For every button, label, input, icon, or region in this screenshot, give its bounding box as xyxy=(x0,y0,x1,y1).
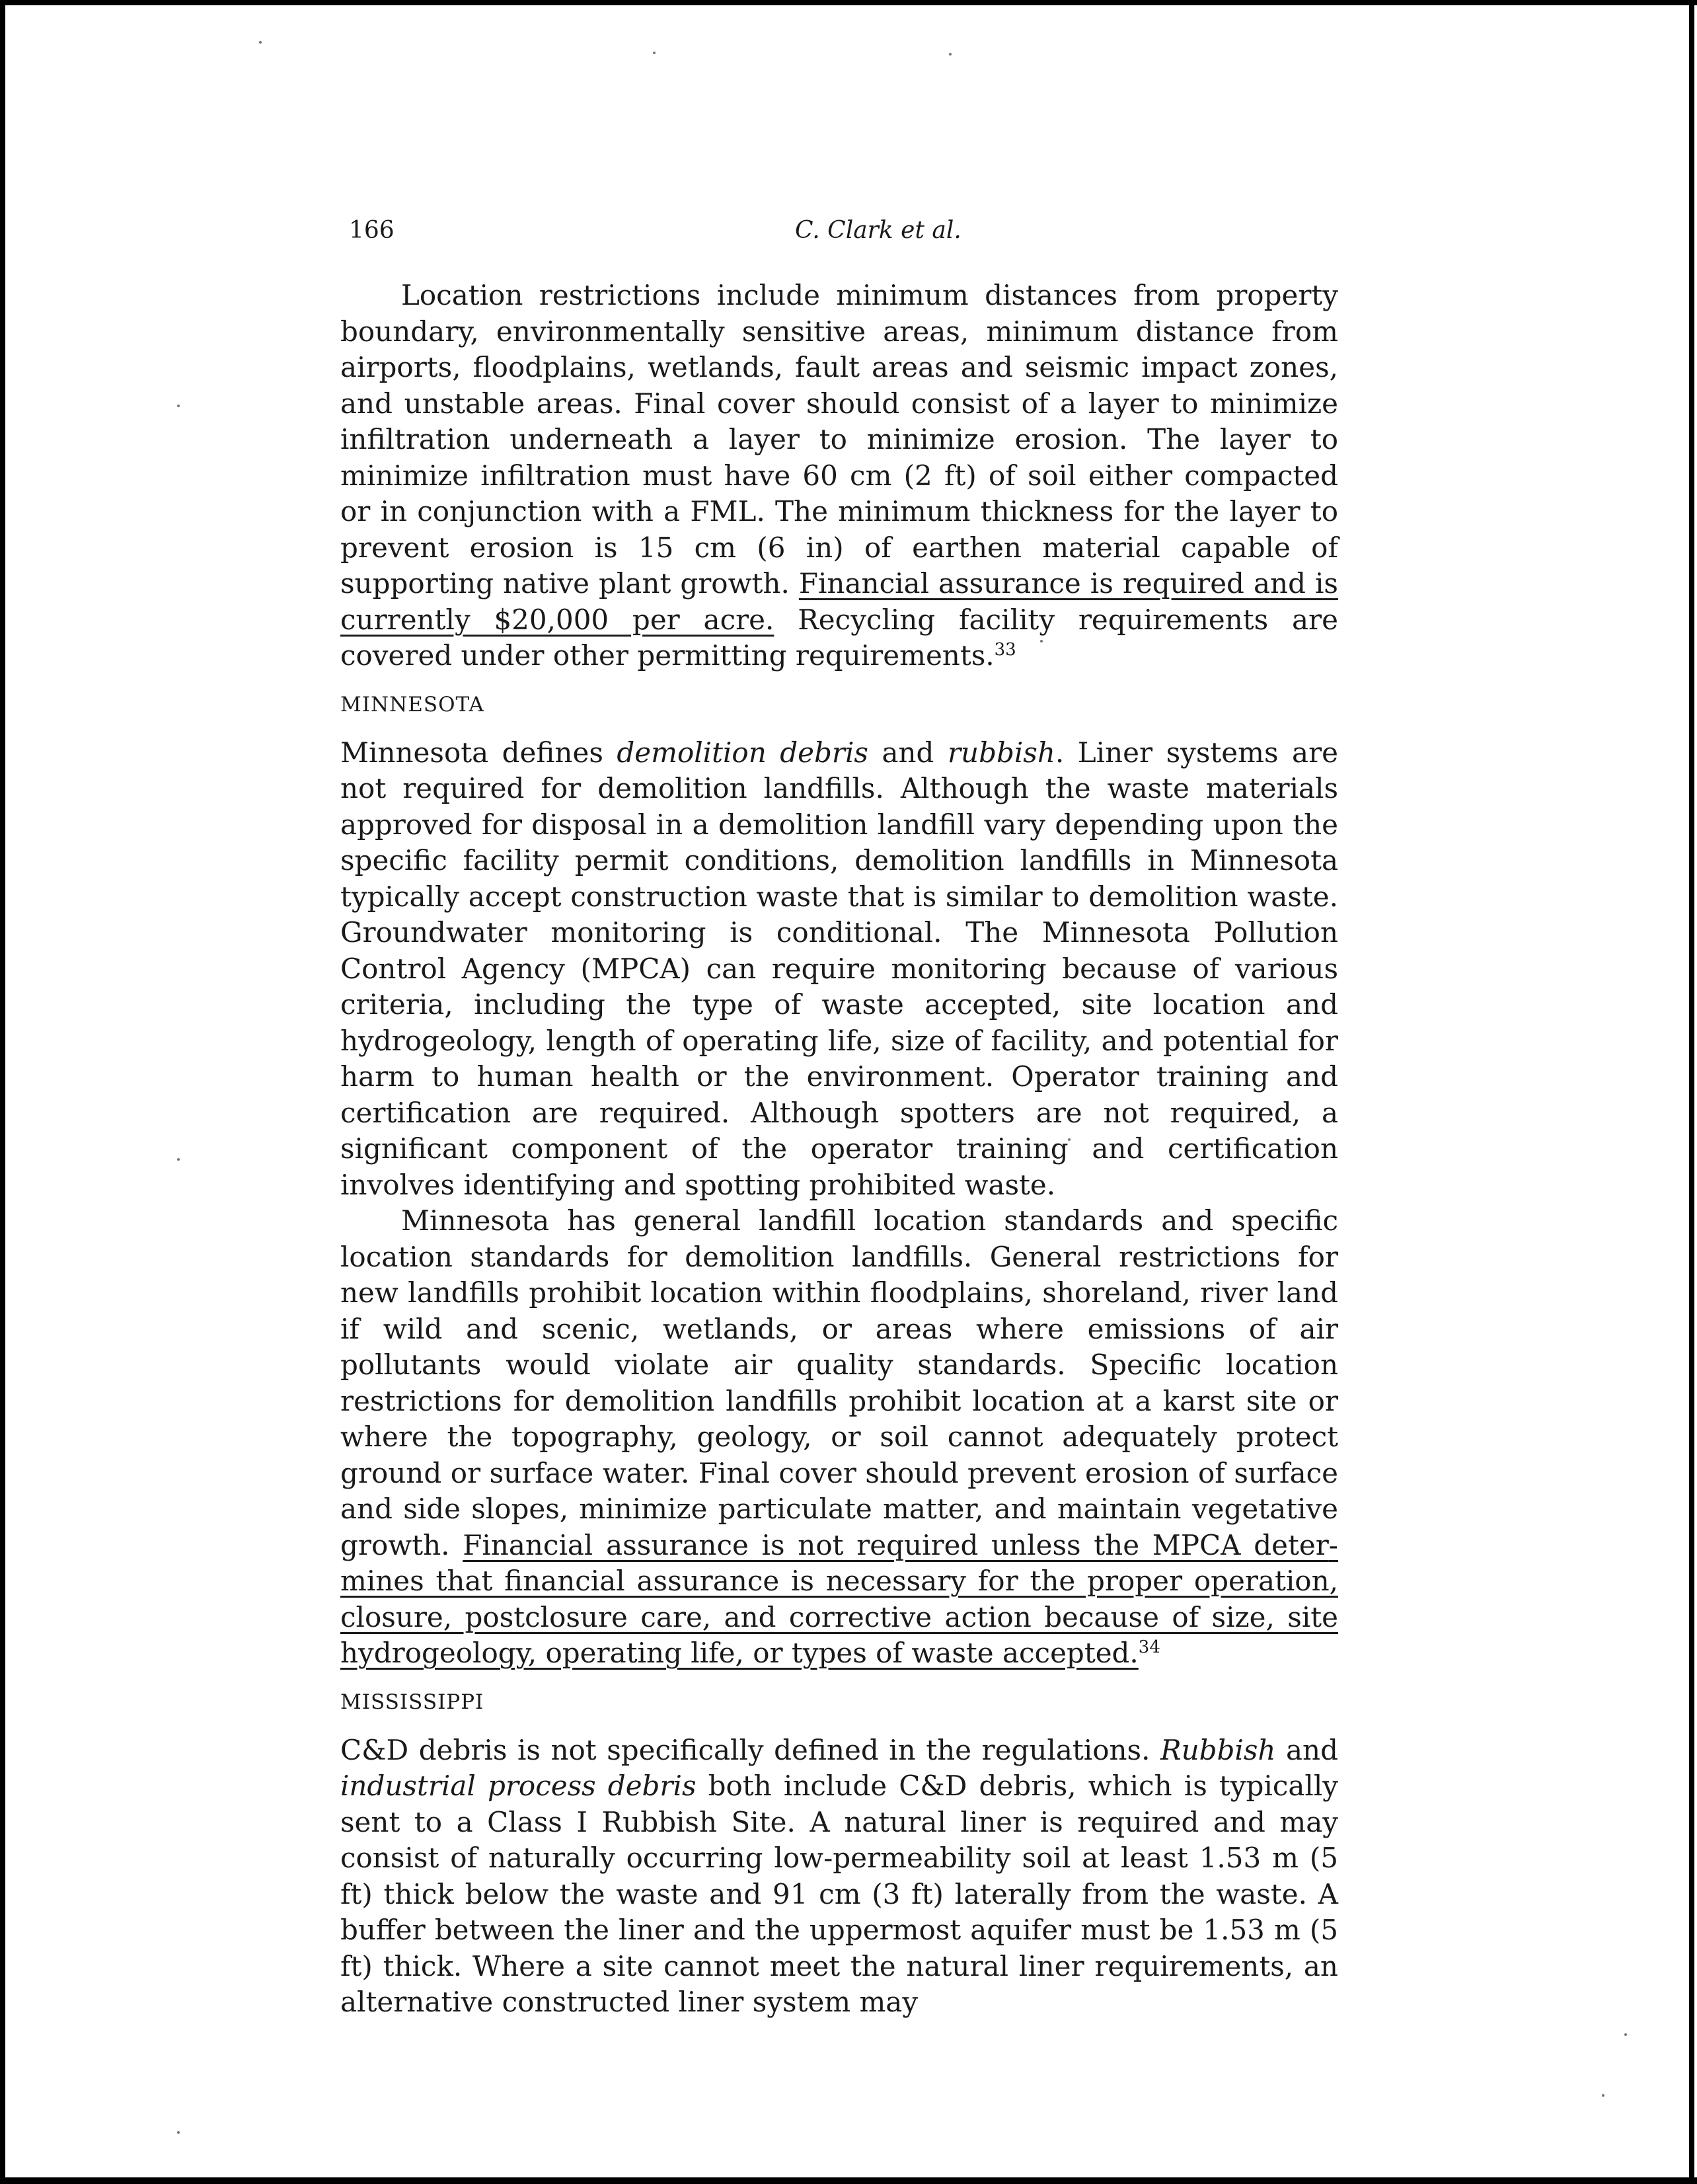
page-header xyxy=(0,217,1697,256)
intro-paragraph xyxy=(340,278,1338,674)
mississippi-p1-and: and xyxy=(1286,1733,1338,1766)
minnesota-p1-lead: Minnesota defines xyxy=(340,736,603,769)
minnesota-p1-and: and xyxy=(882,736,934,769)
minnesota-paragraph-2 xyxy=(340,1203,1338,1672)
section-heading-minnesota: MINNESOTA xyxy=(340,692,484,717)
section-heading-mississippi: MISSISSIPPI xyxy=(340,1690,484,1714)
scan-border-right xyxy=(1689,0,1694,2184)
intro-text: Location restrictions include minimum distances from property boundary, environmentally sensitive areas, minimum distance from airports, floodplains, wetlands, fault areas and seismic impact zones, and unstable areas. Final cover should consist of a layer to minimize infiltration underneath a layer to minimize erosion. The layer to minimize infiltration must have 60 cm (2 ft) of soil either compacted or in conjunction with a FML. The minimum thickness for the layer to prevent erosion is 15 cm (6 in) of earthen material capable of supporting native plant growth. xyxy=(340,279,1338,600)
term-rubbish-ms: Rubbish xyxy=(1160,1733,1276,1766)
footnote-ref-33: 33 xyxy=(994,640,1016,660)
underlined-financial-assurance-mn: Financial assurance is not required unless the MPCA determines that financial assurance is necessary for the proper operation, closure, postclosure care, and corrective action because of size, site hydrogeology, operating life, or types of waste accepted. xyxy=(340,1528,1338,1669)
page-body xyxy=(340,278,1338,2021)
mississippi-paragraph-1 xyxy=(340,1733,1338,2021)
scan-border-left xyxy=(0,0,5,2184)
underlined-financial-assurance: Financial assurance is required and is currently $20,000 per acre. xyxy=(340,567,1338,636)
scan-border-bottom xyxy=(0,2177,1697,2184)
page-number: 166 xyxy=(349,217,395,244)
term-rubbish: rubbish xyxy=(947,736,1055,769)
minnesota-p2-body: Minnesota has general landfill location standards and specific location standards for demolition landfills. General restrictions for new landfills prohibit location within floodplains, shoreland, river land if wild and scenic, wetlands, or areas where emissions of air pollutants would violate air quality standards. Specific location restrictions for demolition landfills prohibit location at a karst site or where the topography, geology, or soil cannot adequately protect ground or surface water. Final cover should prevent erosion of surface and side slopes, minimize particulate matter, and maintain vegetative growth. xyxy=(340,1204,1338,1561)
term-industrial-process-debris: industrial process debris xyxy=(340,1770,697,1802)
mississippi-p1-body: both include C&D debris, which is typically sent to a Class I Rubbish Site. A natural liner is required and may consist of naturally occurring low-permeability soil at least 1.53 m (5 ft) thick below the waste and 91 cm (3 ft) laterally from the waste. A buffer between the liner and the uppermost aquifer must be 1.53 m (5 ft) thick. Where a site cannot meet the natural liner requirements, an alternative constructed liner system may xyxy=(340,1770,1338,2018)
minnesota-paragraph-1 xyxy=(340,735,1338,1204)
scan-border-top xyxy=(0,0,1697,5)
running-head: C. Clark et al. xyxy=(795,217,962,244)
mississippi-p1-lead: C&D debris is not specifically defined in the regulations. xyxy=(340,1733,1150,1766)
minnesota-p1-body: . Liner systems are not required for demolition landfills. Although the waste materials approved for disposal in a demolition landfill vary depending upon the specific facility permit conditions, demolition landfills in Minnesota typically accept construction waste that is similar to demolition waste. Groundwater monitoring is conditional. The Minnesota Pollution Control Agency (MPCA) can require monitoring because of various criteria, including the type of waste accepted, site location and hydrogeology, length of operating life, size of facility, and potential for harm to human health or the environment. Operator training and certification are required. Although spotters are not required, a significant component of the operator training and certification involves identifying and spotting prohibited waste. xyxy=(340,736,1338,1201)
intro-text-end: Recycling facility requirements are covered under other permitting requirements. xyxy=(340,603,1338,672)
term-demolition-debris: demolition debris xyxy=(617,736,868,769)
footnote-ref-34: 34 xyxy=(1138,1637,1160,1657)
